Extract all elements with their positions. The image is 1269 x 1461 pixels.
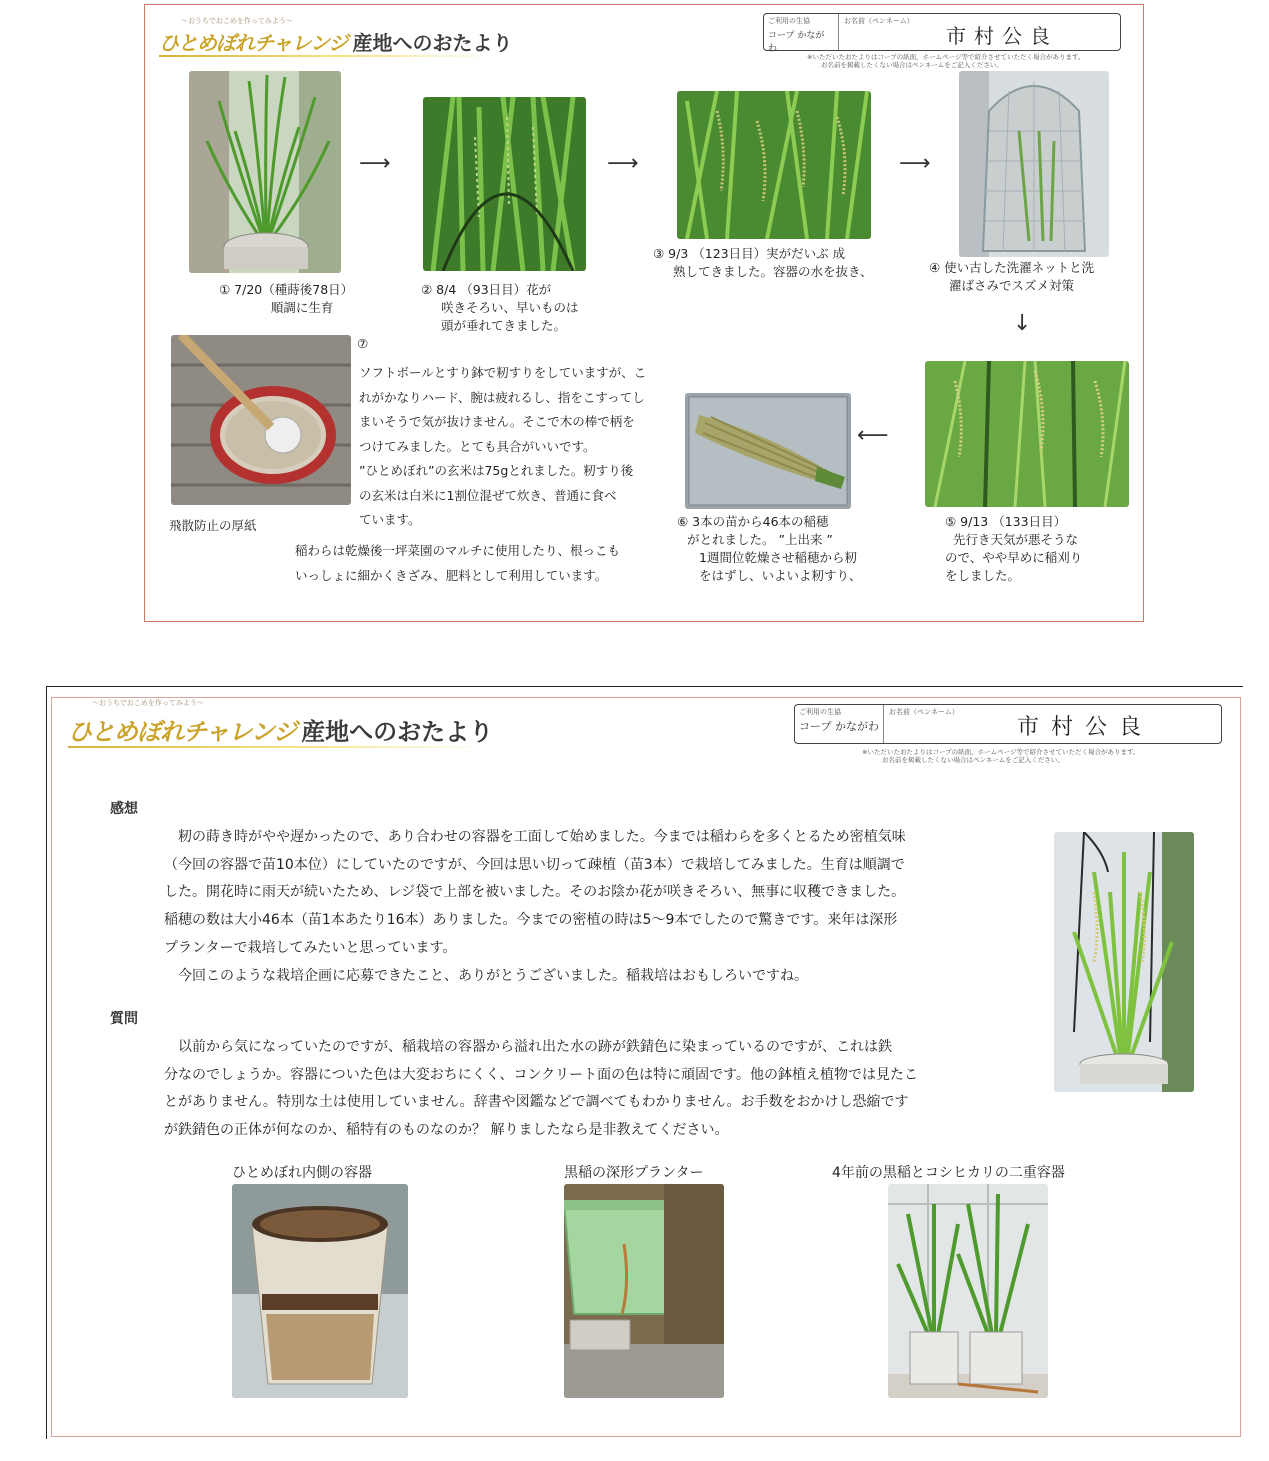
caption-line: 頭が垂れてきました。 bbox=[441, 318, 567, 334]
text-line: ています。 bbox=[359, 512, 421, 527]
text-line: つけてみました。とても具合がいいです。 bbox=[359, 438, 596, 454]
caption-line: ② 8/4 （93日目）花が bbox=[421, 282, 552, 297]
caption-line: 1週間位乾燥させ稲穂から籾 bbox=[699, 550, 857, 566]
photo-inner-container bbox=[232, 1184, 408, 1398]
caption-step-2 bbox=[421, 281, 579, 335]
letter-sheet-1 bbox=[144, 4, 1144, 622]
question-heading: 質問 bbox=[110, 1011, 138, 1027]
caption-step-4 bbox=[929, 259, 1094, 295]
step-7-text bbox=[359, 361, 646, 533]
text-line: した。開花時に雨天が続いたため、レジ袋で上部を被いました。そのお陰か花が咲きそろい、無事に収穫できました。 bbox=[164, 884, 906, 901]
penname-label: お名前（ペンネーム） bbox=[889, 708, 959, 716]
arrow-right-icon: ⟶ bbox=[899, 151, 931, 176]
photo-sparrow-net bbox=[959, 71, 1109, 257]
photo-rice-9-13 bbox=[925, 361, 1129, 507]
header-logo bbox=[68, 712, 493, 747]
note-line-1: ※いただいたおたよりはコープの紙面、ホームページ等で紹介させていただく場合があります。 bbox=[807, 53, 1085, 61]
text-line: プランターで栽培してみたいと思っています。 bbox=[164, 939, 457, 956]
caption-line: 濯ばさみでスズメ対策 bbox=[949, 278, 1075, 294]
caption-line: 咲きそろい、早いものは bbox=[441, 300, 579, 316]
penname-value: 市村公良 bbox=[1017, 715, 1154, 740]
text-line: 籾の蒔き時がやや遅かったので、あり合わせの容器を工面して始めました。今までは稲わらを多くとるため密植気味 bbox=[178, 829, 906, 845]
caption-step-1 bbox=[219, 281, 353, 317]
page-title: 産地へのおたより bbox=[301, 718, 494, 746]
arrow-right-icon: ⟶ bbox=[359, 151, 391, 176]
text-line: 稲わらは乾燥後一坪菜園のマルチに使用したり、根っこも bbox=[295, 543, 621, 558]
caption-inner-container: ひとめぼれ内側の容器 bbox=[232, 1165, 372, 1181]
caption-line: がとれました。 ”上出来 ” bbox=[687, 532, 833, 548]
text-line: ”ひとめぼれ”の玄米は75gとれました。籾すり後 bbox=[359, 463, 634, 478]
text-line: ソフトボールとすり鉢で籾すりをしていますが、こ bbox=[359, 365, 647, 380]
tagline: ～おうちでおこめを作ってみよう～ bbox=[92, 699, 204, 707]
caption-line: 先行き天気が悪そうな bbox=[953, 532, 1079, 548]
brand-logo: ひとめぼれチャレンジ bbox=[68, 717, 297, 746]
caption-line: をはずし、いよいよ籾すり、 bbox=[699, 568, 862, 584]
caption-line: 順調に生育 bbox=[270, 300, 334, 316]
note-line-1: ※いただいたおたよりはコープの紙面、ホームページ等で紹介させていただく場合があります。 bbox=[862, 748, 1140, 756]
text-line: 今回このような栽培企画に応募できたこと、ありがとうございました。稲栽培はおもしろいですね。 bbox=[178, 967, 808, 984]
caption-line: ⑥ 3本の苗から46本の稲穂 bbox=[677, 514, 829, 529]
text-line: 以前から気になっていたのですが、稲栽培の容器から溢れ出た水の跡が鉄錆色に染まっているのですが、これは鉄 bbox=[178, 1039, 892, 1055]
arrow-left-icon: ⟵ bbox=[857, 423, 889, 448]
photo-double-container bbox=[888, 1184, 1048, 1398]
text-line: れがかなりハード、腕は疲れるし、指をこすってし bbox=[359, 389, 645, 405]
caption-step-3 bbox=[653, 245, 873, 281]
brand-underline bbox=[68, 746, 488, 748]
divider bbox=[883, 705, 884, 743]
name-box bbox=[794, 704, 1222, 744]
text-line: とがありません。特別な土は使用していません。辞書や図鑑などで調べてもわかりません。お手数をおかけし恐縮です bbox=[164, 1094, 909, 1111]
page-title: 産地へのおたより bbox=[352, 31, 513, 55]
arrow-right-icon: ⟶ bbox=[607, 151, 639, 176]
text-line: の玄米は白米に1割位混ぜて炊き、普通に食べ bbox=[359, 487, 617, 503]
brand-underline bbox=[159, 55, 499, 57]
coop-label: ご利用の生協 bbox=[768, 17, 810, 25]
brand-logo: ひとめぼれチャレンジ bbox=[159, 31, 348, 55]
caption-step-5 bbox=[945, 513, 1082, 586]
text-line: 稲穂の数は大小46本（苗1本あたり16本）ありました。今までの密植の時は5～9本でしたので驚きです。来年は深形 bbox=[164, 912, 898, 929]
text-line: いっしょに細かくきざみ、肥料として利用しています。 bbox=[295, 567, 608, 583]
caption-line: ① 7/20（種蒔後78日） bbox=[219, 282, 354, 297]
text-line: まいそうで気が抜けません。そこで木の棒で柄を bbox=[359, 414, 635, 429]
photo-rice-harvest-plant bbox=[1054, 832, 1194, 1092]
caption-deep-planter: 黒稲の深形プランター bbox=[564, 1165, 704, 1181]
caption-line: ④ 使い古した洗濯ネットと洗 bbox=[929, 260, 1095, 275]
caption-line: ので、やや早めに稲刈り bbox=[945, 550, 1083, 566]
cardboard-caption: 飛散防止の厚紙 bbox=[169, 518, 257, 533]
coop-value: コープ かながわ bbox=[799, 720, 879, 733]
text-line: が鉄錆色の正体が何なのか、稲特有のものなのか？ 解りましたなら是非教えてください。 bbox=[164, 1122, 729, 1139]
caption-line: ③ 9/3 （123日目）実がだいぶ 成 bbox=[653, 246, 846, 261]
photo-deep-planter bbox=[564, 1184, 724, 1398]
divider bbox=[838, 14, 839, 50]
impression-text bbox=[164, 824, 906, 990]
photo-rice-8-4 bbox=[423, 97, 586, 271]
text-line: （今回の容器で苗10本位）にしていたのですが、今回は思い切って疎植（苗3本）で栽培してみました。生育は順調で bbox=[164, 856, 905, 873]
penname-value: 市村公良 bbox=[946, 24, 1058, 48]
note-line-2: お名前を掲載したくない場合はペンネームをご記入ください。 bbox=[821, 61, 1003, 69]
note-line-2: お名前を掲載したくない場合はペンネームをご記入ください。 bbox=[882, 756, 1064, 764]
name-box bbox=[763, 13, 1121, 54]
photo-rice-7-20 bbox=[189, 71, 341, 273]
caption-double-container: 4年前の黒稲とコシヒカリの二重容器 bbox=[832, 1165, 1065, 1181]
straw-text bbox=[295, 539, 620, 588]
header-logo bbox=[159, 27, 513, 56]
caption-step-6 bbox=[677, 513, 862, 586]
letter-sheet-2 bbox=[46, 686, 1243, 1439]
caption-line: 熟してきました。容器の水を抜き、 bbox=[673, 264, 873, 280]
impression-heading: 感想 bbox=[110, 801, 138, 817]
photo-rice-9-3 bbox=[677, 91, 871, 239]
arrow-down-icon: ↓ bbox=[1013, 311, 1032, 336]
caption-line: ⑤ 9/13 （133日目） bbox=[945, 514, 1067, 529]
sheet-2-frame bbox=[51, 697, 1241, 1437]
photo-rice-ears bbox=[685, 393, 851, 509]
coop-label: ご利用の生協 bbox=[799, 708, 841, 716]
penname-label: お名前（ペンネーム） bbox=[844, 17, 914, 25]
photo-husking-bowl bbox=[171, 335, 351, 505]
tagline: ～おうちでおこめを作ってみよう～ bbox=[181, 17, 293, 25]
text-line: 分なのでしょうか。容器についた色は大変おちにくく、コンクリート面の色は特に頑固です。他の鉢植え植物では見たこ bbox=[164, 1066, 919, 1083]
coop-value: コープ かながわ bbox=[768, 31, 825, 54]
step-7-number: ⑦ bbox=[357, 336, 369, 351]
caption-line: をしました。 bbox=[945, 568, 1021, 584]
question-text bbox=[164, 1034, 918, 1145]
